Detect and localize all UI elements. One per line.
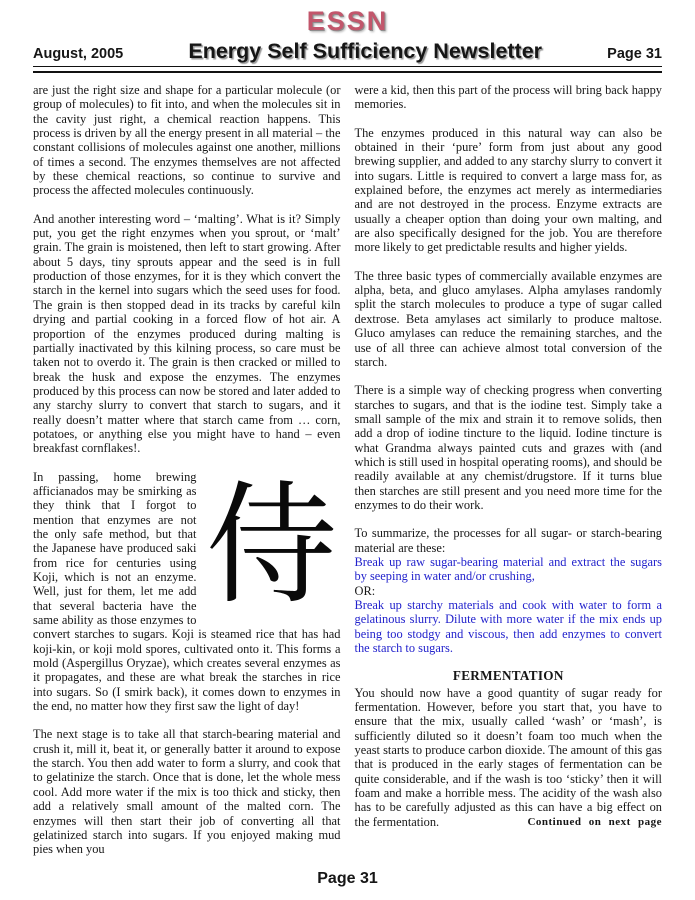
body-paragraph-with-image xyxy=(33,470,341,714)
body-paragraph xyxy=(355,686,663,829)
newsletter-logo: ESSN xyxy=(306,6,389,36)
page-header xyxy=(33,6,662,73)
summary-option-2: Break up starchy materials and cook with water to form a gelatinous slurry. Dilute with more water if the mix ends up being too stodgy and viscous, then add enzymes to convert the starch to sugars. xyxy=(354,598,662,656)
page-number-header: Page 31 xyxy=(607,46,662,62)
left-column xyxy=(33,83,341,871)
koji-kanji-image: 侍 xyxy=(205,468,338,623)
header-rule-thick xyxy=(33,71,662,73)
body-paragraph: The next stage is to take all that starch-bearing material and crush it, mill it, beat it, or generally batter it around to expose the starch. You then add water to form a slurry, and cook that to gelatinize the starch. Once that is done, let the whole mess cool. Add more water if the mix is too thick and sticky, then add a relatively small amount of the malted corn. The enzymes will then start their job of converting all that gelatinized starch into sugars. If you enjoyed making mud pies when you xyxy=(33,727,341,857)
page-number-footer: Page 31 xyxy=(317,870,378,887)
paragraph-text: You should now have a good quantity of sugar ready for fermentation. However, before you start that, you have to ensure that the mix, usually called ‘wash’ or ‘mash’, is sufficiently diluted so it doesn’t foam too much when the yeast starts to produce carbon dioxide. The amount of this gas that is produced in the early stages of fermentation can be quite considerable, and if the wash is too ‘sticky’ then it will foam and make a horrible mess. The acidity of the wash also has to be carefully adjusted as this can have a big effect on the fermentation. xyxy=(354,685,662,829)
right-column xyxy=(355,83,663,871)
body-paragraph: And another interesting word – ‘malting’. What is it? Simply put, you get the right enzymes when you sprout, or ‘malt’ grain. The grain is moistened, then left to start growing. After about 5 days, tiny sprouts appear and the seed is in full production of those enzymes, for it is they which convert the starch in the kernel into sugars which the seed uses for food. The grain is then stopped dead in its tracks by careful kiln drying and partial cooking in a forced flow of hot air. A proportion of the enzymes produced during malting is partially inactivated by this kilning process, so care must be taken not to overdo it. The grain is then cracked or milled to break the husk and expose the enzymes. The enzymes produced by this process can now be stored and later added to any starchy slurry to convert that starch to sugars, and it really doesn’t matter where that starch came from … corn, potatoes, or anything else you might have to hand – even breakfast cornflakes!. xyxy=(33,211,341,456)
summary-paragraph xyxy=(355,526,663,655)
paragraph-text: In passing, home brewing afficianados may be smirking as they think that I forgot to mention that enzymes are not the only safe method, but that the Japanese have produced saki from rice for centuries using Koji, which is not an enzyme. Well, just for them, let me add that several bacteria have the same ability as those enzymes to convert starches to sugars. Koji is steamed rice that has had koji-kin, or koji mold spores, cultivated onto it. This forms a mold (Aspergillus Oryzae), which creates several enzymes as it propagates, and these are what break the starches in rice into sugars. So (I smirk back), it comes down to enzymes in the end, no matter how they first saw the light of day! xyxy=(33,469,341,714)
body-paragraph: The three basic types of commercially available enzymes are alpha, beta, and gluco amylases. Alpha amylases randomly split the starch molecules to produce a type of sugar called dextrose. Beta amylases act similarly to produce maltose. Gluco amylases can reduce the remaining starches, and the use of all three can achieve almost total conversion of the starch. xyxy=(354,268,662,369)
section-heading-fermentation: FERMENTATION xyxy=(452,668,564,684)
continued-note: Continued on next page xyxy=(527,815,662,828)
summary-option-1: Break up raw sugar-bearing material and extract the sugars by seeping in water and/or crushing, xyxy=(354,554,662,584)
header-rule-thin xyxy=(33,66,662,67)
newsletter-title: Energy Self Sufficiency Newsletter xyxy=(188,39,543,63)
body-paragraph: There is a simple way of checking progress when converting starches to sugars, and that is the iodine test. Simply take a small sample of the mix and strain it to remove solids, then add a drop of iodine tincture to the liquid. Iodine tincture is what Grandma always painted cuts and grazes with (and which is still used in hospital operating rooms), and should be readily available at any chemist/drugstore. If it turns blue then starches are still present and you need more time for the enzymes to do their work. xyxy=(354,383,662,512)
body-paragraph: The enzymes produced in this natural way can also be obtained in their ‘pure’ form from just about any good brewing supplier, and added to any starchy slurry to convert it into sugars. Little is required to convert a large mass for, as explained before, the enzymes act merely as intermediaries and are not destroyed in the process. Enzyme extracts are usually a cheaper option than doing your own malting, and are also specifically designed for the job. You are therefore more likely to get predictable results and higher yields. xyxy=(354,125,662,255)
page-footer xyxy=(0,870,695,888)
summary-intro: To summarize, the processes for all sugar- or starch-bearing material are these: xyxy=(354,526,662,555)
article-body xyxy=(33,83,662,871)
summary-or-label: OR: xyxy=(354,583,376,598)
header-row xyxy=(33,39,662,64)
issue-date: August, 2005 xyxy=(33,46,124,62)
body-paragraph: were a kid, then this part of the process will bring back happy memories. xyxy=(354,83,662,112)
body-paragraph: are just the right size and shape for a particular molecule (or group of molecules) to fit into, and when the molecules sit in the cavity just right, a chemical reaction happens. This process is driven by all the energy present in all material – the constant collisions of molecules against one another, millions of times a second. The enzymes themselves are not affected by these chemical reactions, so continue to survive and process the affected molecules continuously. xyxy=(33,83,341,198)
